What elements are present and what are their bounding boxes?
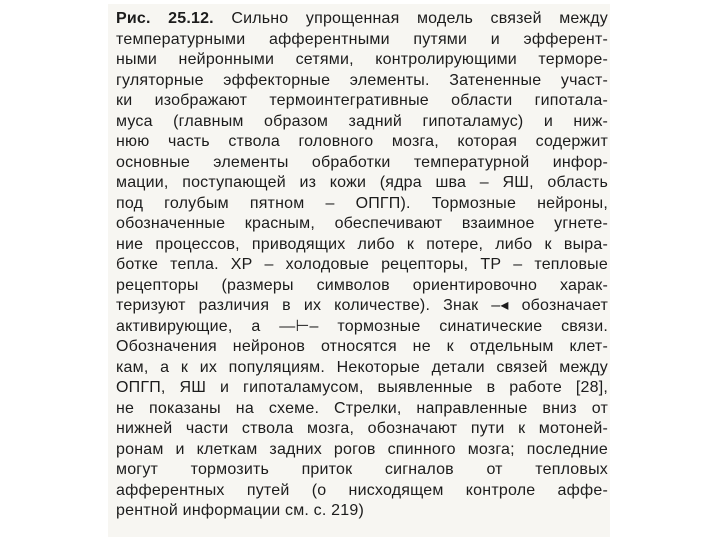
caption-line: ными нейронными сетями, контролирующими терморе- [116, 51, 608, 68]
caption-line [116, 9, 608, 30]
caption-line: Обозначения нейронов относятся не к отдельным клет- [116, 338, 608, 355]
caption-line: гуляторные эффекторные элементы. Затененные участ- [116, 71, 608, 89]
figure-label: Рис. 25.12. [116, 10, 214, 27]
caption-line: теризуют различия в их количестве). Знак –◂ обозначает [116, 297, 608, 314]
caption-line: активирующие, а —⊢– тормозные синатические связи. [116, 317, 608, 335]
caption-line: ки изображают термоинтегративные области гипотала- [116, 92, 608, 109]
caption-first-line-text: Сильно упрощенная модель связей между [231, 10, 608, 27]
caption-line: ботке тепла. ХР – холодовые рецепторы, ТР – тепловые [116, 256, 608, 273]
caption-line: не показаны на схеме. Стрелки, направленные вниз от [116, 399, 608, 417]
caption-line: афферентных путей (о нисходящем контроле аффе- [116, 481, 608, 499]
caption-line: обозначенные красным, обеспечивают взаимное угнете- [116, 215, 608, 232]
caption-line: могут тормозить приток сигналов от тепловых [116, 461, 608, 478]
caption-line: температурными афферентными путями и эфферент- [116, 30, 608, 48]
caption-line: нижней части ствола мозга, обозначают пути к мотоней- [116, 420, 608, 437]
caption-line: ронам и клеткам задних рогов спинного мозга; последние [116, 440, 608, 458]
caption-line: рецепторы (размеры символов ориентировочно харак- [116, 276, 608, 294]
caption-line: под голубым пятном – ОПГП). Тормозные нейроны, [116, 194, 608, 212]
caption-line: основные элементы обработки температурной инфор- [116, 153, 608, 171]
caption-line: ОПГП, ЯШ и гипоталамусом, выявленные в работе [28], [116, 379, 608, 396]
caption-line: муса (главным образом задний гипоталамус) и ниж- [116, 112, 608, 130]
figure-caption [116, 9, 608, 522]
caption-line: мации, поступающей из кожи (ядра шва – ЯШ, область [116, 174, 608, 191]
caption-line: ние процессов, приводящих либо к потере, либо к выра- [116, 235, 608, 253]
caption-line: рентной информации см. с. 219) [116, 502, 364, 519]
caption-line: нюю часть ствола головного мозга, которая содержит [116, 133, 608, 150]
caption-line: кам, а к их популяциям. Некоторые детали связей между [116, 358, 608, 376]
